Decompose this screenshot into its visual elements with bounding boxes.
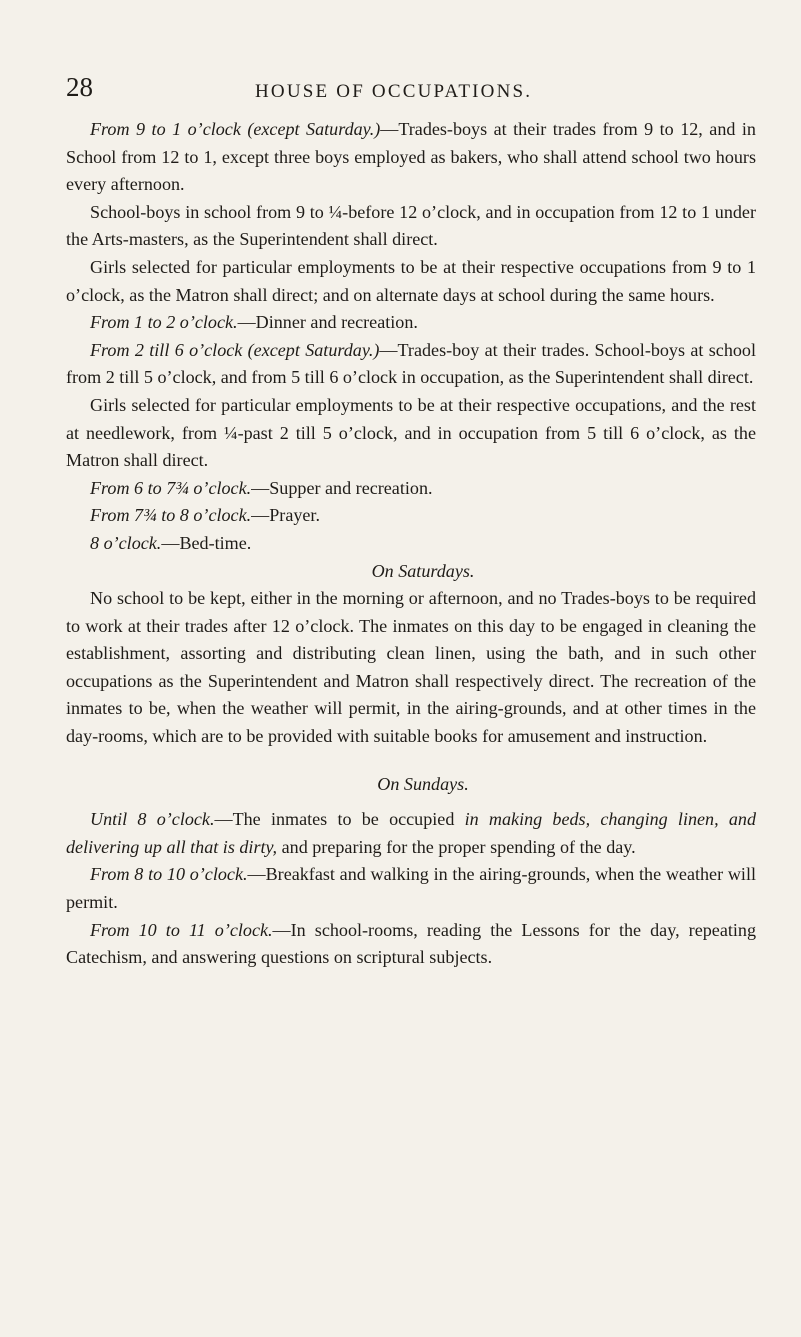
time-heading: From 8 to 10 o’clock. — [90, 864, 248, 885]
paragraph-text: —The inmates to be occupied — [214, 809, 465, 830]
weekday-paragraph — [66, 199, 756, 254]
weekday-paragraph — [66, 475, 756, 503]
paragraph-text: —Bed-time. — [161, 532, 252, 553]
italic-phrase: in making beds, changing linen, and delivering up all that is dirty, — [66, 809, 757, 857]
paragraph-text: Girls selected for particular employments to be at their respective occupations from 9 to 1 o’clock, as the Matron shall direct; and on alternate days at school during the same hours. — [66, 256, 756, 305]
paragraph-text: No school to be kept, either in the morning or afternoon, and no Trades-boys to be required to work at their trades after 12 o’clock. The inmates on this day to be engaged in cleaning the establishment, assorting and distributing clean linen, using the bath, and in such other occupations as the Superintendent and Matron shall respectively direct. The recreation of the inmates to be, when the weather will permit, in the airing-grounds, and at other times in the day-rooms, which are to be provided with suitable books for amusement and instruction. — [66, 588, 756, 747]
sunday-paragraph — [66, 861, 756, 916]
paragraph-text: —Trades-boy at their trades. School-boys at school from 2 till 5 o’clock, and from 5 till 6 o’clock in occupation, as the Superintendent shall direct. — [66, 339, 756, 388]
sundays-heading: On Sundays. — [377, 773, 469, 794]
paragraph-text: —Supper and recreation. — [251, 477, 433, 498]
weekday-paragraph — [66, 116, 756, 199]
saturdays-heading: On Saturdays. — [371, 560, 475, 581]
time-heading: From 10 to 11 o’clock. — [90, 919, 273, 940]
running-head: HOUSE OF OCCUPATIONS. — [255, 81, 533, 102]
paragraph-text: Girls selected for particular employments to be at their respective occupations, and the rest at needlework, from ¼-past 2 till 5 o’clock, and in occupation from 5 till 6 o’clock, as the Matron shall direct. — [66, 394, 756, 471]
sunday-paragraph — [66, 806, 756, 861]
saturday-paragraph — [66, 585, 756, 751]
page-number: 28 — [66, 72, 93, 102]
time-heading: From 7¾ to 8 o’clock. — [90, 505, 252, 526]
sunday-paragraph — [66, 917, 756, 972]
paragraph-text: —Breakfast and walking in the airing-grounds, when the weather will permit. — [66, 864, 757, 913]
weekday-paragraph — [66, 309, 756, 337]
time-heading: From 2 till 6 o’clock (except Saturday.) — [90, 339, 380, 360]
paragraph-text: —Prayer. — [251, 505, 320, 526]
paragraph-text: and preparing for the proper spending of the day. — [277, 836, 636, 857]
time-heading: From 6 to 7¾ o’clock. — [90, 477, 252, 498]
weekday-paragraph — [66, 502, 756, 530]
time-heading: From 9 to 1 o’clock (except Saturday.) — [90, 119, 381, 139]
weekday-paragraph — [66, 254, 756, 309]
time-heading: Until 8 o’clock. — [90, 809, 215, 830]
page-content — [66, 116, 756, 972]
weekday-paragraph — [66, 392, 756, 475]
weekday-paragraph — [66, 337, 756, 392]
time-heading: 8 o’clock. — [90, 532, 162, 553]
paragraph-text: —In school-rooms, reading the Lessons for the day, repeating Catechism, and answering questions on scriptural subjects. — [66, 919, 756, 968]
time-heading: From 1 to 2 o’clock. — [90, 312, 238, 333]
paragraph-text: —Dinner and recreation. — [237, 312, 418, 333]
paragraph-text: —Trades-boys at their trades from 9 to 12, and in School from 12 to 1, except three boys employed as bakers, who shall attend school two hours every afternoon. — [66, 119, 756, 195]
weekday-paragraph — [66, 530, 756, 558]
paragraph-text: School-boys in school from 9 to ¼-before 12 o’clock, and in occupation from 12 to 1 under the Arts-masters, as the Superintendent shall direct. — [66, 201, 756, 250]
